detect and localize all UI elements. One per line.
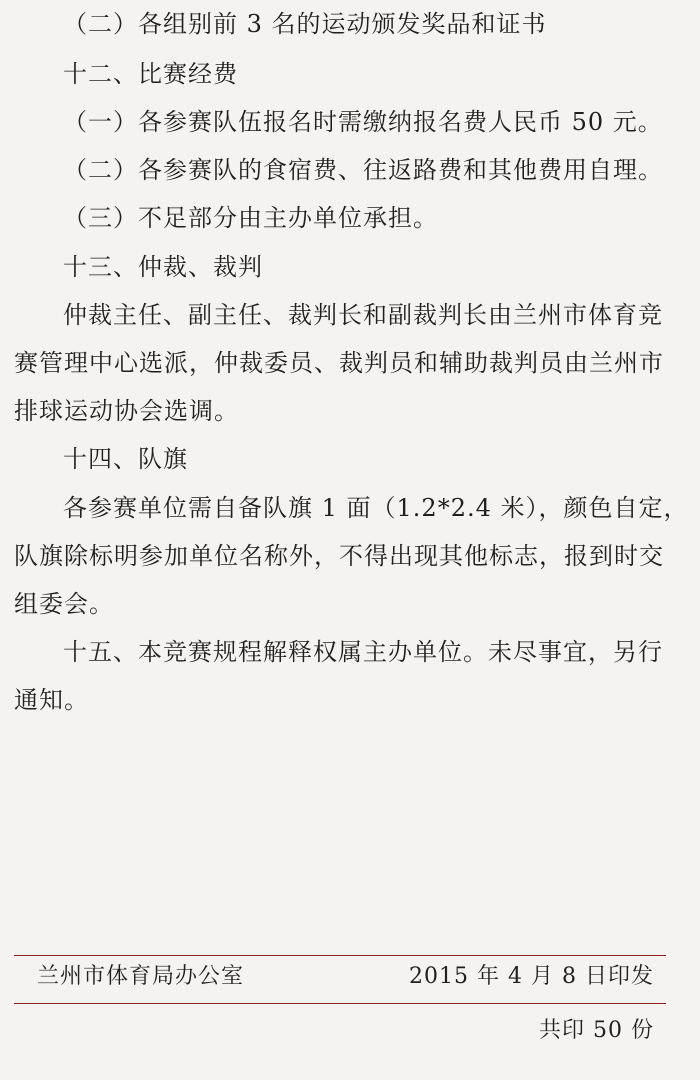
footer-bottom-rule — [14, 1003, 666, 1004]
issuer-label: 兰州市体育局办公室 — [37, 964, 245, 989]
paragraph-line: 各参赛单位需自备队旗 1 面（1.2*2.4 米），颜色自定， — [63, 494, 689, 522]
section-heading: 十三、仲裁、裁判 — [63, 253, 263, 281]
paragraph-line: （二）各组别前 3 名的运动颁发奖品和证书 — [63, 10, 547, 38]
paragraph-line: （二）各参赛队的食宿费、往返路费和其他费用自理。 — [63, 156, 663, 184]
paragraph-line: 队旗除标明参加单位名称外，不得出现其他标志，报到时交 — [14, 542, 664, 570]
issue-date: 2015 年 4 月 8 日印发 — [409, 964, 654, 989]
print-count: 共印 50 份 — [539, 1018, 654, 1043]
paragraph-line: （三）不足部分由主办单位承担。 — [63, 204, 438, 232]
section-heading: 十二、比赛经费 — [63, 60, 238, 88]
paragraph-line: 仲裁主任、副主任、裁判长和副裁判长由兰州市体育竞 — [63, 301, 663, 329]
paragraph-line: 通知。 — [14, 686, 89, 714]
paragraph-line: （一）各参赛队伍报名时需缴纳报名费人民币 50 元。 — [63, 108, 663, 136]
paragraph-line: 排球运动协会选调。 — [14, 397, 239, 425]
paragraph-line: 十五、本竞赛规程解释权属主办单位。未尽事宜，另行 — [63, 638, 663, 666]
paragraph-line: 组委会。 — [14, 590, 114, 618]
section-heading: 十四、队旗 — [63, 445, 188, 473]
paragraph-line: 赛管理中心选派，仲裁委员、裁判员和辅助裁判员由兰州市 — [14, 349, 664, 377]
footer-top-rule — [14, 955, 666, 956]
